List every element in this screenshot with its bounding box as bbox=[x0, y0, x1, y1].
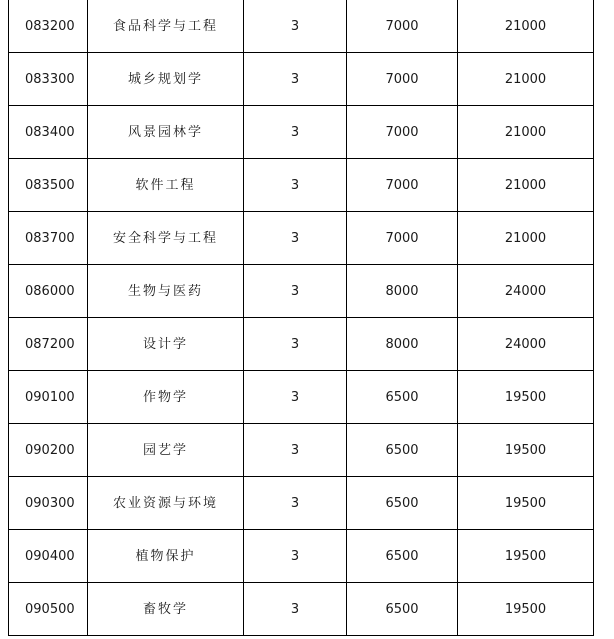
annual-fee-cell: 8000 bbox=[347, 265, 458, 318]
program-code-cell: 090100 bbox=[9, 371, 88, 424]
program-name-cell: 生物与医药 bbox=[88, 265, 244, 318]
table-body bbox=[9, 0, 594, 636]
annual-fee-cell: 6500 bbox=[347, 424, 458, 477]
annual-fee-cell: 6500 bbox=[347, 371, 458, 424]
total-fee-cell: 19500 bbox=[458, 530, 594, 583]
table-row bbox=[9, 583, 594, 636]
annual-fee-cell: 8000 bbox=[347, 318, 458, 371]
program-code-cell: 083500 bbox=[9, 159, 88, 212]
total-fee-cell: 19500 bbox=[458, 583, 594, 636]
table-row bbox=[9, 530, 594, 583]
program-name-cell: 软件工程 bbox=[88, 159, 244, 212]
annual-fee-cell: 6500 bbox=[347, 477, 458, 530]
program-code-cell: 086000 bbox=[9, 265, 88, 318]
table-row bbox=[9, 212, 594, 265]
duration-years-cell: 3 bbox=[244, 212, 347, 265]
program-code-cell: 083700 bbox=[9, 212, 88, 265]
duration-years-cell: 3 bbox=[244, 318, 347, 371]
total-fee-cell: 24000 bbox=[458, 265, 594, 318]
total-fee-cell: 19500 bbox=[458, 477, 594, 530]
table-row bbox=[9, 371, 594, 424]
duration-years-cell: 3 bbox=[244, 424, 347, 477]
table-row bbox=[9, 424, 594, 477]
total-fee-cell: 21000 bbox=[458, 159, 594, 212]
annual-fee-cell: 7000 bbox=[347, 53, 458, 106]
total-fee-cell: 21000 bbox=[458, 0, 594, 53]
duration-years-cell: 3 bbox=[244, 53, 347, 106]
duration-years-cell: 3 bbox=[244, 477, 347, 530]
program-name-cell: 植物保护 bbox=[88, 530, 244, 583]
table-row bbox=[9, 265, 594, 318]
program-code-cell: 090500 bbox=[9, 583, 88, 636]
program-code-cell: 083200 bbox=[9, 0, 88, 53]
program-code-cell: 083400 bbox=[9, 106, 88, 159]
duration-years-cell: 3 bbox=[244, 583, 347, 636]
annual-fee-cell: 6500 bbox=[347, 530, 458, 583]
table-row bbox=[9, 477, 594, 530]
annual-fee-cell: 7000 bbox=[347, 212, 458, 265]
duration-years-cell: 3 bbox=[244, 530, 347, 583]
table-row bbox=[9, 53, 594, 106]
annual-fee-cell: 7000 bbox=[347, 106, 458, 159]
program-name-cell: 城乡规划学 bbox=[88, 53, 244, 106]
duration-years-cell: 3 bbox=[244, 371, 347, 424]
table-row bbox=[9, 318, 594, 371]
annual-fee-cell: 6500 bbox=[347, 583, 458, 636]
tuition-fee-table bbox=[8, 0, 594, 636]
annual-fee-cell: 7000 bbox=[347, 0, 458, 53]
program-code-cell: 083300 bbox=[9, 53, 88, 106]
total-fee-cell: 24000 bbox=[458, 318, 594, 371]
duration-years-cell: 3 bbox=[244, 159, 347, 212]
total-fee-cell: 19500 bbox=[458, 424, 594, 477]
table-row bbox=[9, 0, 594, 53]
total-fee-cell: 21000 bbox=[458, 212, 594, 265]
program-code-cell: 090200 bbox=[9, 424, 88, 477]
program-name-cell: 安全科学与工程 bbox=[88, 212, 244, 265]
program-code-cell: 090300 bbox=[9, 477, 88, 530]
annual-fee-cell: 7000 bbox=[347, 159, 458, 212]
table-row bbox=[9, 106, 594, 159]
program-code-cell: 090400 bbox=[9, 530, 88, 583]
total-fee-cell: 21000 bbox=[458, 106, 594, 159]
duration-years-cell: 3 bbox=[244, 265, 347, 318]
program-code-cell: 087200 bbox=[9, 318, 88, 371]
program-name-cell: 食品科学与工程 bbox=[88, 0, 244, 53]
program-name-cell: 作物学 bbox=[88, 371, 244, 424]
program-name-cell: 园艺学 bbox=[88, 424, 244, 477]
total-fee-cell: 19500 bbox=[458, 371, 594, 424]
duration-years-cell: 3 bbox=[244, 0, 347, 53]
program-name-cell: 设计学 bbox=[88, 318, 244, 371]
duration-years-cell: 3 bbox=[244, 106, 347, 159]
total-fee-cell: 21000 bbox=[458, 53, 594, 106]
table-row bbox=[9, 159, 594, 212]
program-name-cell: 风景园林学 bbox=[88, 106, 244, 159]
program-name-cell: 农业资源与环境 bbox=[88, 477, 244, 530]
program-name-cell: 畜牧学 bbox=[88, 583, 244, 636]
